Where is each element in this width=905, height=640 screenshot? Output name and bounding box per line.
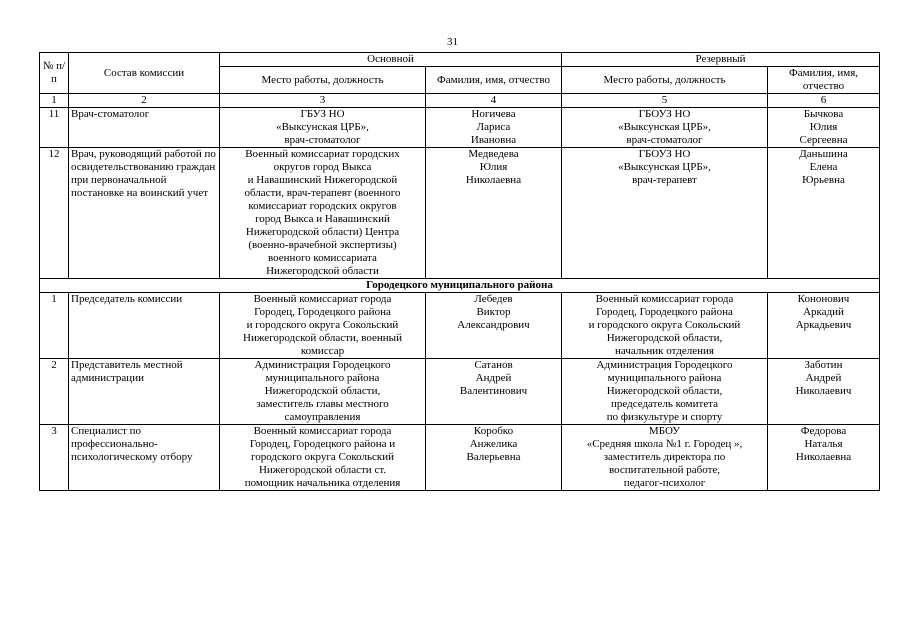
reserve-workplace-cell bbox=[562, 108, 768, 148]
reserve-name-cell bbox=[768, 293, 880, 359]
cell-line: Коробко bbox=[473, 425, 514, 437]
header-main: Основной bbox=[220, 53, 562, 67]
cell-line: Нижегородской области, bbox=[606, 385, 723, 397]
table-row bbox=[40, 425, 880, 491]
col-number: 1 bbox=[40, 94, 69, 108]
row-number: 3 bbox=[40, 425, 69, 491]
table-row bbox=[40, 148, 880, 279]
cell-line: Юлия bbox=[479, 161, 508, 173]
cell-line: Военный комиссариат города bbox=[595, 293, 734, 305]
cell-line: врач-стоматолог bbox=[626, 134, 703, 146]
row-number: 1 bbox=[40, 293, 69, 359]
cell-line: и городского округа Сокольский bbox=[246, 319, 399, 331]
row-number: 11 bbox=[40, 108, 69, 148]
cell-line: Николаевна bbox=[795, 451, 852, 463]
cell-line: и городского округа Сокольский bbox=[588, 319, 741, 331]
cell-line: Андрей bbox=[805, 372, 842, 384]
cell-line: «Выксунская ЦРБ», bbox=[618, 121, 711, 133]
cell-line: Нижегородской области, военный bbox=[243, 332, 402, 344]
page-number: 31 bbox=[447, 36, 458, 48]
header-composition: Состав комиссии bbox=[69, 53, 220, 94]
cell-line: «Выксунская ЦРБ», bbox=[618, 161, 711, 173]
reserve-name-cell bbox=[768, 148, 880, 279]
cell-line: округов город Выкса bbox=[273, 161, 372, 173]
cell-line: Бычкова bbox=[803, 108, 844, 120]
cell-line: ГБУЗ НО bbox=[300, 108, 345, 120]
role-cell: Специалист по профессионально-психологическому отбору bbox=[69, 425, 220, 491]
cell-line: Елена bbox=[809, 161, 838, 173]
role-cell: Представитель местной администрации bbox=[69, 359, 220, 425]
cell-line: Сергеевна bbox=[799, 134, 848, 146]
cell-line: Нижегородской области, bbox=[606, 332, 723, 344]
col-number: 6 bbox=[768, 94, 880, 108]
header-reserve: Резервный bbox=[562, 53, 880, 67]
cell-line: врач-стоматолог bbox=[284, 134, 361, 146]
cell-line: Нижегородской области) Центра bbox=[245, 226, 400, 238]
cell-line: Городец, Городецкого района и bbox=[249, 438, 396, 450]
header-fio-main: Фамилия, имя, отчество bbox=[426, 67, 562, 94]
role-cell: Врач, руководящий работой по освидетельствованию граждан при первоначальной постановке на воинский учет bbox=[69, 148, 220, 279]
main-workplace-cell bbox=[220, 148, 426, 279]
reserve-name-cell bbox=[768, 425, 880, 491]
table-body-top bbox=[40, 108, 880, 279]
cell-line: Администрация Городецкого bbox=[254, 359, 391, 371]
cell-line: врач-терапевт bbox=[632, 174, 697, 186]
table-body-bottom bbox=[40, 293, 880, 491]
cell-line: Администрация Городецкого bbox=[596, 359, 733, 371]
cell-line: и Навашинский Нижегородской bbox=[247, 174, 398, 186]
cell-line: Лариса bbox=[476, 121, 511, 133]
cell-line: Виктор bbox=[476, 306, 511, 318]
cell-line: Андрей bbox=[475, 372, 512, 384]
cell-line: Медведева bbox=[468, 148, 519, 160]
cell-line: комиссар bbox=[300, 345, 345, 357]
cell-line: Николаевна bbox=[465, 174, 522, 186]
reserve-workplace-cell bbox=[562, 359, 768, 425]
cell-line: Даньшина bbox=[799, 148, 848, 160]
main-name-cell bbox=[426, 425, 562, 491]
main-workplace-cell bbox=[220, 108, 426, 148]
main-workplace-cell bbox=[220, 425, 426, 491]
cell-line: Ивановна bbox=[470, 134, 517, 146]
cell-line: воспитательной работе, bbox=[608, 464, 721, 476]
cell-line: комиссариат городских округов bbox=[248, 200, 397, 212]
cell-line: Федорова bbox=[800, 425, 847, 437]
cell-line: Нижегородской области bbox=[266, 265, 379, 277]
cell-line: ГБОУЗ НО bbox=[638, 148, 691, 160]
cell-line: военного комиссариата bbox=[268, 252, 377, 264]
reserve-workplace-cell bbox=[562, 148, 768, 279]
col-number: 3 bbox=[220, 94, 426, 108]
cell-line: Городец, Городецкого района bbox=[596, 306, 733, 318]
cell-line: помощник начальника отделения bbox=[244, 477, 401, 489]
cell-line: Заботин bbox=[804, 359, 843, 371]
col-number: 2 bbox=[69, 94, 220, 108]
cell-line: МБОУ bbox=[648, 425, 681, 437]
reserve-name-cell bbox=[768, 359, 880, 425]
cell-line: области, врач-терапевт (военного bbox=[244, 187, 401, 199]
cell-line: Валентинович bbox=[459, 385, 528, 397]
main-workplace-cell bbox=[220, 293, 426, 359]
cell-line: Аркадьевич bbox=[795, 319, 852, 331]
cell-line: Лебедев bbox=[474, 293, 513, 305]
cell-line: «Средняя школа №1 г. Городец », bbox=[586, 438, 743, 450]
cell-line: Валерьевна bbox=[466, 451, 521, 463]
cell-line: Юрьевна bbox=[802, 174, 845, 186]
cell-line: «Выксунская ЦРБ», bbox=[276, 121, 369, 133]
cell-line: Нижегородской области ст. bbox=[258, 464, 387, 476]
reserve-name-cell bbox=[768, 108, 880, 148]
cell-line: (военно-врачебной экспертизы) bbox=[248, 239, 397, 251]
cell-line: педагог-психолог bbox=[623, 477, 706, 489]
cell-line: Анжелика bbox=[469, 438, 518, 450]
cell-line: Кононович bbox=[797, 293, 850, 305]
main-name-cell bbox=[426, 293, 562, 359]
cell-line: начальник отделения bbox=[615, 345, 714, 357]
cell-line: Городец, Городецкого района bbox=[254, 306, 391, 318]
cell-line: муниципального района bbox=[607, 372, 722, 384]
cell-line: заместитель директора по bbox=[603, 451, 726, 463]
cell-line: Аркадий bbox=[803, 306, 844, 318]
cell-line: председатель комитета bbox=[610, 398, 719, 410]
cell-line: заместитель главы местного bbox=[256, 398, 389, 410]
cell-line: Военный комиссариат города bbox=[253, 425, 392, 437]
cell-line: ГБОУЗ НО bbox=[638, 108, 691, 120]
table-row bbox=[40, 359, 880, 425]
header-workplace-main: Место работы, должность bbox=[220, 67, 426, 94]
header-fio-reserve: Фамилия, имя, отчество bbox=[768, 67, 880, 94]
cell-line: город Выкса и Навашинский bbox=[255, 213, 390, 225]
main-name-cell bbox=[426, 148, 562, 279]
reserve-workplace-cell bbox=[562, 425, 768, 491]
main-workplace-cell bbox=[220, 359, 426, 425]
main-name-cell bbox=[426, 359, 562, 425]
section-row bbox=[40, 279, 880, 293]
cell-line: Николаевич bbox=[795, 385, 852, 397]
header-num: № п/п bbox=[40, 53, 69, 94]
cell-line: Наталья bbox=[804, 438, 843, 450]
cell-line: Нижегородской области, bbox=[264, 385, 381, 397]
cell-line: по физкультуре и спорту bbox=[606, 411, 723, 423]
section-title: Городецкого муниципального района bbox=[40, 279, 880, 293]
row-number: 2 bbox=[40, 359, 69, 425]
cell-line: самоуправления bbox=[284, 411, 361, 423]
cell-line: Военный комиссариат городских bbox=[245, 148, 400, 160]
row-number: 12 bbox=[40, 148, 69, 279]
table-row bbox=[40, 293, 880, 359]
reserve-workplace-cell bbox=[562, 293, 768, 359]
header-workplace-reserve: Место работы, должность bbox=[562, 67, 768, 94]
cell-line: городского округа Сокольский bbox=[251, 451, 394, 463]
cell-line: Александрович bbox=[457, 319, 530, 331]
commission-table bbox=[39, 52, 880, 491]
role-cell: Председатель комиссии bbox=[69, 293, 220, 359]
cell-line: Сатанов bbox=[474, 359, 513, 371]
cell-line: Ногичева bbox=[471, 108, 516, 120]
cell-line: муниципального района bbox=[265, 372, 380, 384]
table-row bbox=[40, 108, 880, 148]
main-name-cell bbox=[426, 108, 562, 148]
cell-line: Военный комиссариат города bbox=[253, 293, 392, 305]
col-number: 4 bbox=[426, 94, 562, 108]
role-cell: Врач-стоматолог bbox=[69, 108, 220, 148]
cell-line: Юлия bbox=[809, 121, 838, 133]
col-number: 5 bbox=[562, 94, 768, 108]
